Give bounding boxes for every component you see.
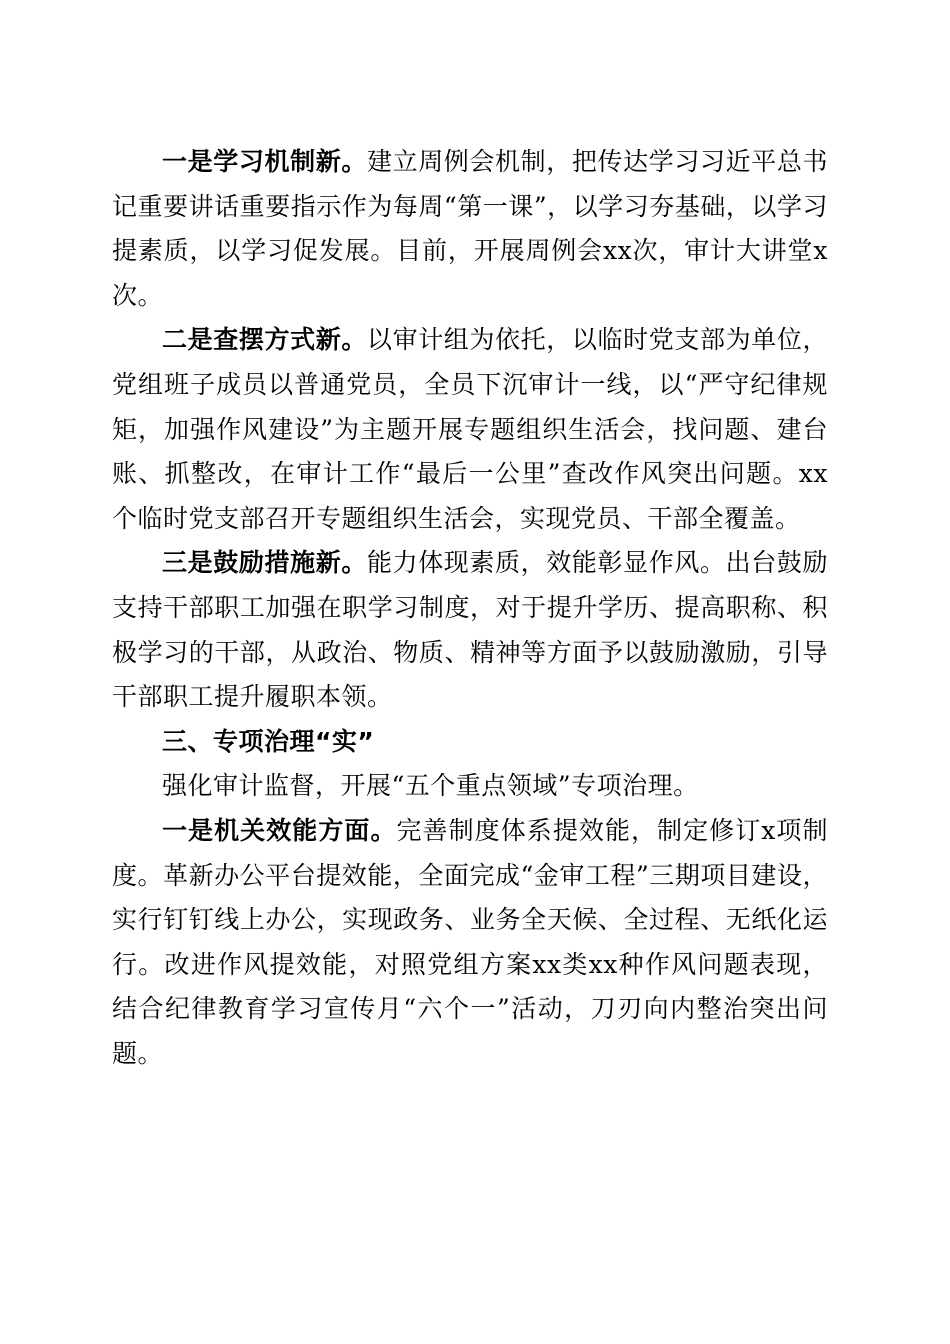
paragraph-text: 建立周例会机制，把传达学习习近平总书记重要讲话重要指示作为每周“第一课”，以学习夯基础，以学习提素质，以学习促发展。目前，开展周例会xx次，审计大讲堂x次。 bbox=[112, 147, 828, 310]
paragraph-learning-mechanism bbox=[112, 140, 828, 318]
paragraph-incentive-measures bbox=[112, 541, 828, 719]
paragraph-text: 完善制度体系提效能，制定修订x项制度。革新办公平台提效能，全面完成“金审工程”三期项目建设，实行钉钉线上办公，实现政务、业务全天候、全过程、无纸化运行。改进作风提效能，对照党组方案xx类xx种作风问题表现，结合纪律教育学习宣传月“六个一”活动，刀刃向内整治突出问题。 bbox=[112, 815, 828, 1068]
section-heading: 三、专项治理“实” bbox=[162, 726, 375, 756]
section-intro: 强化审计监督，开展“五个重点领域”专项治理。 bbox=[162, 771, 699, 801]
paragraph-lead: 三是鼓励措施新。 bbox=[162, 548, 367, 578]
paragraph-lead: 一是学习机制新。 bbox=[162, 147, 367, 176]
document-body bbox=[112, 140, 828, 1076]
paragraph-agency-efficiency bbox=[112, 809, 828, 1077]
paragraph-inspection-method bbox=[112, 318, 828, 541]
paragraph-text: 以审计组为依托，以临时党支部为单位，党组班子成员以普通党员，全员下沉审计一线，以“严守纪律规矩，加强作风建设”为主题开展专题组织生活会，找问题、建台账、抓整改，在审计工作“最后一公里”查改作风突出问题。xx个临时党支部召开专题组织生活会，实现党员、干部全覆盖。 bbox=[112, 325, 828, 533]
paragraph-lead: 二是查摆方式新。 bbox=[162, 325, 367, 355]
paragraph-lead: 一是机关效能方面。 bbox=[162, 815, 397, 845]
paragraph-text: 能力体现素质，效能彰显作风。出台鼓励支持干部职工加强在职学习制度，对于提升学历、提高职称、积极学习的干部，从政治、物质、精神等方面予以鼓励激励，引导干部职工提升履职本领。 bbox=[112, 548, 828, 712]
